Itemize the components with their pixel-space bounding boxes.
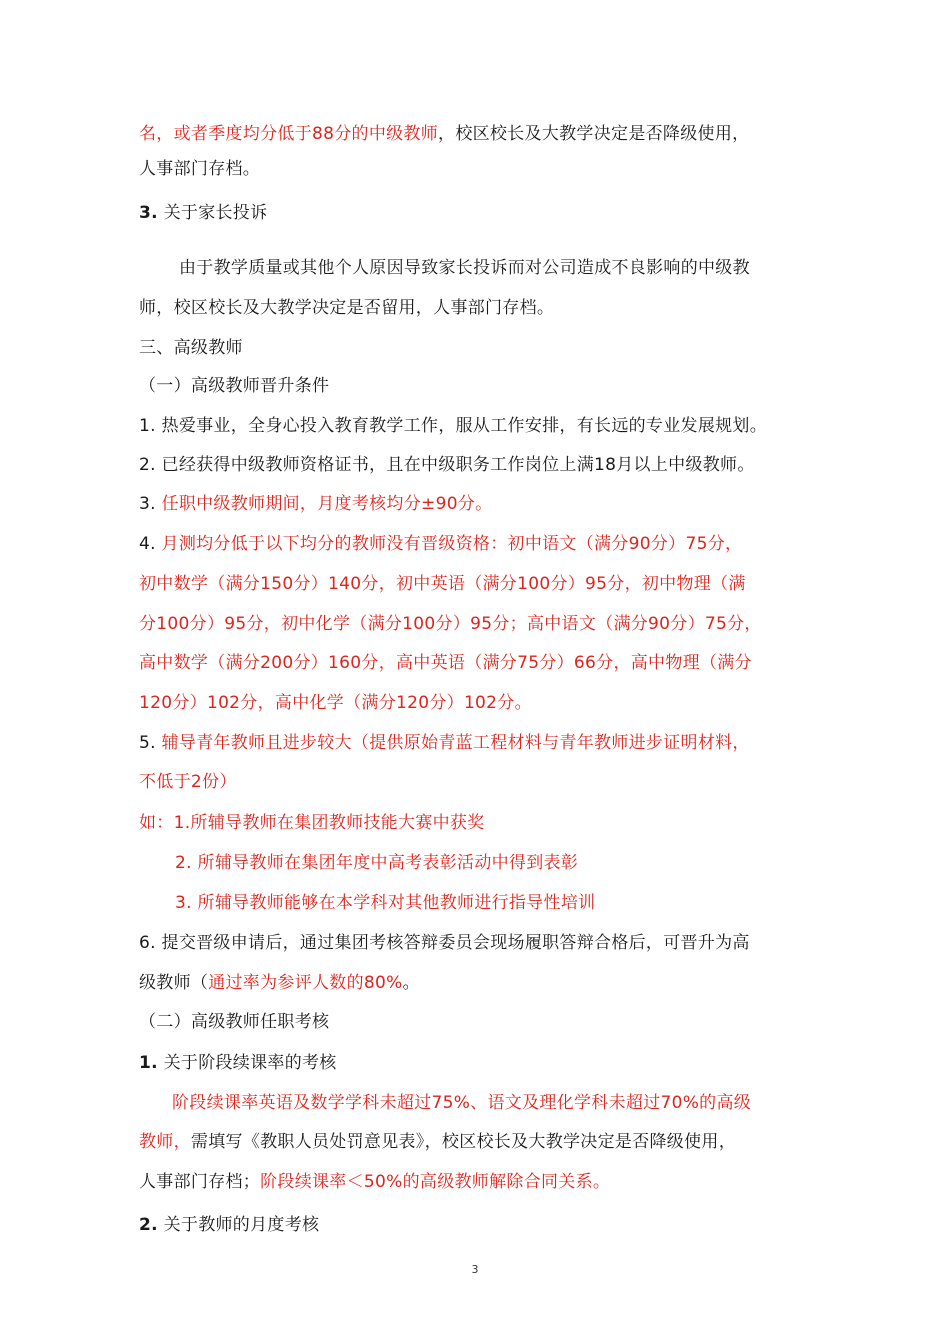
text-segment: 1. 热爱事业，全身心投入教育教学工作，服从工作安排，有长远的专业发展规划。 — [139, 416, 768, 436]
text-segment: 5. — [139, 733, 162, 753]
text-line — [139, 731, 750, 755]
text-line — [139, 296, 554, 320]
text-segment: 3. — [139, 203, 158, 223]
text-line — [139, 811, 485, 835]
text-line — [139, 122, 749, 146]
text-line — [139, 612, 762, 636]
text-segment: 不低于2份） — [139, 772, 237, 792]
text-segment: （二）高级教师任职考核 — [139, 1012, 330, 1032]
text-segment: 3. 所辅导教师能够在本学科对其他教师进行指导性培训 — [175, 893, 596, 913]
text-line — [139, 1010, 329, 1034]
text-line — [139, 374, 329, 398]
text-line — [139, 971, 420, 995]
text-segment: 关于阶段续课率的考核 — [157, 1053, 337, 1073]
text-line — [139, 572, 746, 596]
text-segment: 需填写《教职人员处罚意见表》，校区校长及大教学决定是否降级使用， — [190, 1132, 737, 1152]
text-segment: 6. 提交晋级申请后，通过集团考核答辩委员会现场履职答辩合格后，可晋升为高 — [139, 933, 750, 953]
text-line — [139, 1051, 337, 1075]
page-number: 3 — [471, 1263, 479, 1276]
text-segment: 人事部门存档； — [139, 1172, 261, 1192]
text-line — [172, 1091, 751, 1115]
text-segment: 人事部门存档。 — [139, 159, 261, 179]
text-line — [139, 453, 755, 477]
text-line — [139, 492, 492, 516]
text-segment: 2. 所辅导教师在集团年度中高考表彰活动中得到表彰 — [175, 853, 579, 873]
text-segment: 阶段续课率英语及数学学科未超过75%、语文及理化学科未超过70%的高级 — [172, 1093, 752, 1113]
text-segment: 4. — [139, 534, 162, 554]
text-line — [139, 532, 742, 556]
text-segment: 由于教学质量或其他个人原因导致家长投诉而对公司造成不良影响的中级教 — [179, 258, 750, 278]
text-segment: 120分）102分，高中化学（满分120分）102分。 — [139, 693, 532, 713]
text-line — [175, 851, 578, 875]
text-line — [139, 157, 260, 181]
text-segment: 教师， — [139, 1132, 191, 1152]
text-line — [139, 201, 267, 225]
text-segment: 如：1.所辅导教师在集团教师技能大赛中获奖 — [139, 813, 485, 833]
text-segment: （一）高级教师晋升条件 — [139, 376, 330, 396]
text-segment: 1. — [139, 1053, 158, 1073]
text-segment: 初中数学（满分150分）140分，初中英语（满分100分）95分，初中物理（满 — [139, 574, 746, 594]
text-segment: 级教师（ — [139, 973, 209, 993]
text-line — [139, 1213, 319, 1237]
text-line — [139, 414, 767, 438]
text-line — [139, 691, 532, 715]
text-segment: 高中数学（满分200分）160分，高中英语（满分75分）66分，高中物理（满分 — [139, 653, 752, 673]
text-line — [139, 651, 752, 675]
text-segment: 关于家长投诉 — [157, 203, 268, 223]
text-segment: 3. — [139, 494, 162, 514]
text-segment: 月测均分低于以下均分的教师没有晋级资格：初中语文（满分90分）75分， — [161, 534, 743, 554]
text-segment: 阶段续课率＜50%的高级教师解除合同关系。 — [260, 1172, 611, 1192]
text-line — [175, 891, 595, 915]
text-segment: 三、高级教师 — [139, 338, 243, 358]
text-segment: ，校区校长及大教学决定是否降级使用， — [438, 124, 750, 144]
text-segment: 关于教师的月度考核 — [157, 1215, 320, 1235]
text-segment: 辅导青年教师且进步较大（提供原始青蓝工程材料与青年教师进步证明材料， — [161, 733, 750, 753]
text-line — [179, 256, 750, 280]
text-line — [139, 770, 237, 794]
text-segment: 师，校区校长及大教学决定是否留用，人事部门存档。 — [139, 298, 555, 318]
text-line — [139, 1130, 736, 1154]
text-line — [139, 1170, 610, 1194]
text-segment: 通过率为参评人数的80% — [208, 973, 403, 993]
text-segment: 名，或者季度均分低于88分的中级教师 — [139, 124, 439, 144]
text-segment: 2. — [139, 1215, 158, 1235]
text-segment: 分100分）95分，初中化学（满分100分）95分；高中语文（满分90分）75分， — [139, 614, 762, 634]
text-segment: 。 — [402, 973, 420, 993]
text-line — [139, 336, 243, 360]
text-segment: 任职中级教师期间，月度考核均分±90分。 — [161, 494, 493, 514]
text-segment: 2. 已经获得中级教师资格证书，且在中级职务工作岗位上满18月以上中级教师。 — [139, 455, 755, 475]
text-line — [139, 931, 750, 955]
